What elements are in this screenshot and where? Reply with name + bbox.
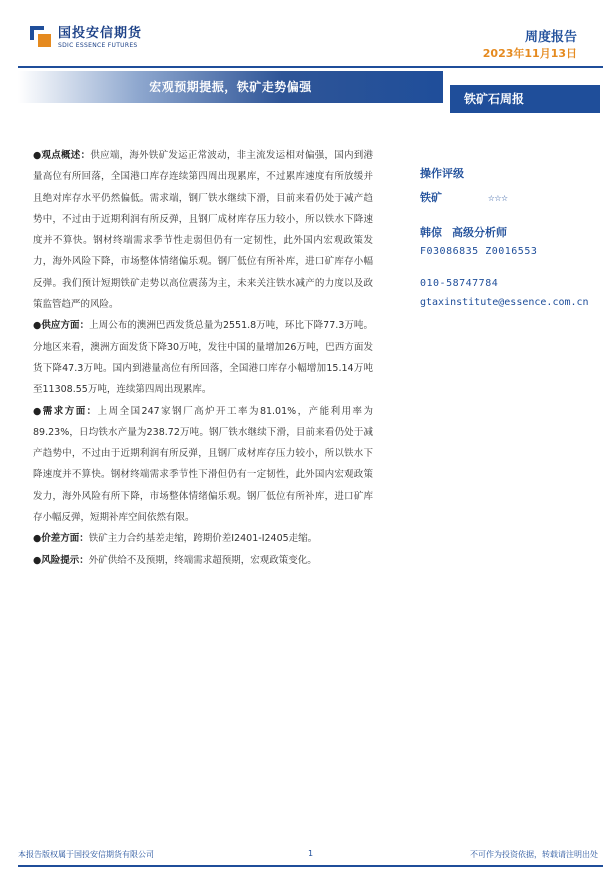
analyst-license-ids: F03086835 Z0016553: [420, 246, 538, 257]
analyst-name: 韩倞: [420, 226, 442, 239]
paragraph-supply: [33, 315, 373, 400]
paragraph-text: 铁矿主力合约基差走缩，跨期价差I2401-I2405走缩。: [88, 533, 318, 545]
rating-row: [420, 189, 610, 205]
logo-name-cn: 国投安信期货: [58, 26, 143, 41]
footer-disclaimer: 不可作为投资依据，转载请注明出处: [470, 850, 598, 859]
footer-divider: [18, 865, 603, 867]
paragraph-text: 外矿供给不及预期，终端需求超预期，宏观政策变化。: [88, 554, 317, 566]
report-type: 周度报告: [524, 30, 577, 45]
paragraph-text: 上周公布的澳洲巴西发货总量为2551.8万吨，环比下降77.3万吨。分地区来看，澳洲方面发货下降30万吨，发往中国的量增加26万吨，巴西方面发货下降47.3万吨。国内到港量高位有所回落，全国港口库存小幅增加15.14万吨至11308.55万吨，连续第四周出现累库。: [33, 320, 373, 396]
paragraph-label: ●观点概述：: [33, 150, 91, 161]
paragraph-label: ●价差方面：: [33, 533, 89, 545]
contact-email[interactable]: gtaxinstitute@essence.com.cn: [420, 297, 589, 308]
logo-name-en: SDIC ESSENCE FUTURES: [58, 42, 138, 49]
paragraph-demand: [33, 401, 373, 529]
paragraph-label: ●风险提示：: [33, 554, 89, 566]
paragraph-text: 供应端，海外铁矿发运正常波动，非主流发运相对偏强，国内到港量高位有所回落，全国港口库存连续第四周出现累库，不过累库速度有所放缓并且绝对库存水平仍然偏低。需求端，钢厂铁水继续下滑，目前来看仍处于减产趋势中，不过由于近期利润有所反弹，且钢厂成材库存压力较小，所以铁水下降速度并不算快。钢材终端需求季节性走弱但仍有一定韧性，此外国内宏观政策发力，海外风险下降，市场整体情绪偏乐观。钢厂低位有所补库，进口矿库存小幅反弹。我们预计短期铁矿走势以高位震荡为主，未来关注铁水减产的力度以及政策监管趋严的风险。: [33, 150, 373, 311]
paragraph-label: ●供应方面：: [33, 320, 90, 332]
paragraph-label: ●需求方面：: [33, 405, 98, 417]
paragraph-text: 上周全国247家钢厂高炉开工率为81.01%，产能利用率为89.23%，日均铁水产量为238.72万吨。钢厂铁水继续下滑，目前来看仍处于减产趋势中，不过由于近期利润有所反弹，且钢厂成材库存压力较小，所以铁水下降速度并不算快。钢材终端需求季节性下滑但仍有一定韧性，此外国内宏观政策发力，海外风险有所下降，市场整体情绪偏乐观。钢厂低位有所补库，进口矿库存小幅反弹，短期补库空间依然有限。: [33, 405, 374, 524]
company-logo: [30, 26, 142, 50]
analyst-role: 高级分析师: [452, 226, 507, 239]
analyst: [420, 224, 610, 240]
footer-copyright: 本报告版权属于国投安信期货有限公司: [18, 850, 154, 859]
report-title: 宏观预期提振，铁矿走势偏强: [149, 80, 312, 94]
rating-stars-icon: ☆☆☆: [488, 191, 508, 204]
report-date: 2023年11月13日: [482, 47, 577, 60]
paragraph-risk: [33, 550, 373, 571]
report-category: 铁矿石周报: [450, 85, 600, 113]
page-number: 1: [308, 849, 314, 858]
rating-title: 操作评级: [420, 167, 464, 180]
logo-mark-icon: [30, 26, 52, 48]
report-body: [33, 145, 373, 571]
header-divider: [18, 66, 603, 68]
paragraph-overview: [33, 145, 373, 315]
paragraph-spread: [33, 528, 373, 549]
contact-phone: 010-58747784: [420, 278, 499, 289]
rating-item: 铁矿: [420, 191, 442, 204]
title-band: [18, 71, 443, 103]
sidebar: [420, 165, 610, 308]
